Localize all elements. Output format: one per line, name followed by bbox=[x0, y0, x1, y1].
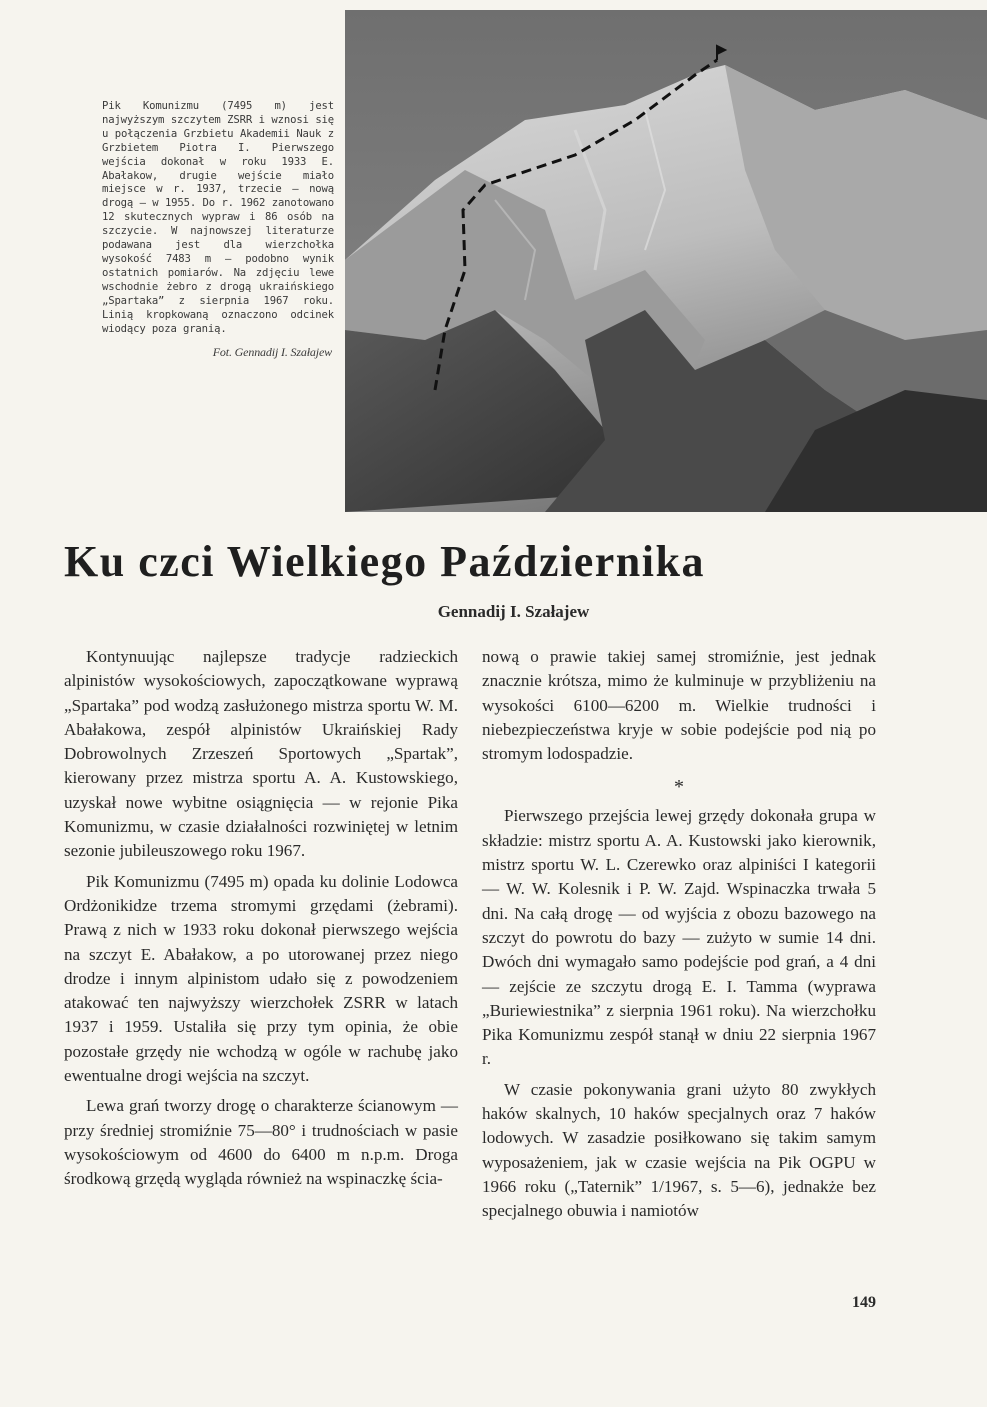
mountain-photo-illustration bbox=[345, 10, 987, 512]
left-column bbox=[64, 645, 458, 1198]
mountain-photo bbox=[345, 10, 987, 512]
right-column bbox=[482, 645, 876, 1230]
paragraph: Lewa grań tworzy drogę o charakterze ścianowym — przy średniej stromiźnie 75—80° i trudnościach w pasie wysokościowym od 4600 do 6400 m n.p.m. Droga środkową grzędą wygląda również na wspinaczkę ścia- bbox=[64, 1096, 458, 1189]
paragraph: Pierwszego przejścia lewej grzędy dokonała grupa w składzie: mistrz sportu A. A. Kustowski jako kierownik, mistrz sportu W. L. Czerewko oraz alpiniści I kategorii — W. W. Kolesnik i P. W. Zajd. Wspinaczka trwała 5 dni. Na całą drogę — od wyjścia z obozu bazowego na szczyt do powrotu do bazy — zużyto w sumie 14 dni. Dwóch dni wymagało samo podejście pod grań, a 4 dni — zejście ze szczytu drogą E. I. Tamma (wyprawa „Buriewiestnika” z sierpnia 1961 roku). Na wierzchołku Pika Komunizmu zespół stanął w dniu 22 sierpnia 1967 r. bbox=[482, 806, 876, 1069]
photo-credit: Fot. Gennadij I. Szałajew bbox=[212, 345, 332, 360]
caption-text: Pik Komunizmu (7495 m) jest najwyższym szczytem ZSRR i wznosi się u połączenia Grzbietu Akademii Nauk z Grzbietem Piotra I. Pierwszego wejścia dokonał w roku 1933 E. Abałakow, drugie wejście miało miejsce w r. 1937, trzecie – nową drogą – w 1955. Do r. 1962 zanotowano 12 skutecznych wypraw i 86 osób na szczycie. W najnowszej literaturze podawana jest dla wierzchołka wysokość 7483 m – podobno wynik ostatnich pomiarów. Na zdjęciu lewe wschodnie żebro z drogą ukraińskiego „Spartaka” z sierpnia 1967 roku. Linią kropkowaną oznaczono odcinek wiodący poza granią. bbox=[102, 100, 334, 335]
paragraph: W czasie pokonywania grani użyto 80 zwykłych haków skalnych, 10 haków specjalnych oraz 7 haków lodowych. W zasadzie posiłkowano się takim samym wyposażeniem, jak w czasie wejścia na Pik OGPU w 1966 roku („Taternik” 1/1967, s. 5—6), jednakże bez specjalnego obuwia i namiotów bbox=[482, 1079, 876, 1221]
paragraph: nową o prawie takiej samej stromiźnie, jest jednak znacznie krótsza, mimo że kulminuje w przybliżeniu na wysokości 6100—6200 m. Wielkie trudności i niebezpieczeństwa kryje w sobie podejście pod nią po stromym lodospadzie. bbox=[482, 647, 876, 764]
paragraph: Pik Komunizmu (7495 m) opada ku dolinie Lodowca Ordżonikidze trzema stromymi grzędami (żebrami). Prawą z nich w 1933 roku dokonał pierwszego wejścia na szczyt E. Abałakow, a po utorowanej przez niego drodze i innym alpinistom udało się z powodzeniem atakować ten najwyższy wierzchołek ZSRR w latach 1937 i 1959. Ustaliła się przy tym opinia, że obie pozostałe grzędy nie wchodzą w ogóle w rachubę jako ewentualne drogi wejścia na szczyt. bbox=[64, 871, 458, 1086]
article-title: Ku czci Wielkiego Października bbox=[64, 537, 705, 586]
photo-caption bbox=[102, 100, 334, 360]
section-separator: * bbox=[674, 776, 684, 799]
page-number: 149 bbox=[852, 1294, 876, 1311]
paragraph: Kontynuując najlepsze tradycje radzieckich alpinistów wysokościowych, zapoczątkowane wyprawą „Spartaka” pod wodzą zasłużonego mistrza sportu W. M. Abałakowa, zespół alpinistów Ukraińskiej Rady Dobrowolnych Zrzeszeń Sportowych „Spartak”, kierowany przez mistrza sportu A. A. Kustowskiego, uzyskał nowe wybitne osiągnięcia — w rejonie Pika Komunizmu, w czasie działalności rozwiniętej w letnim sezonie jubileuszowego roku 1967. bbox=[64, 647, 458, 861]
article-author: Gennadij I. Szałajew bbox=[437, 602, 590, 621]
